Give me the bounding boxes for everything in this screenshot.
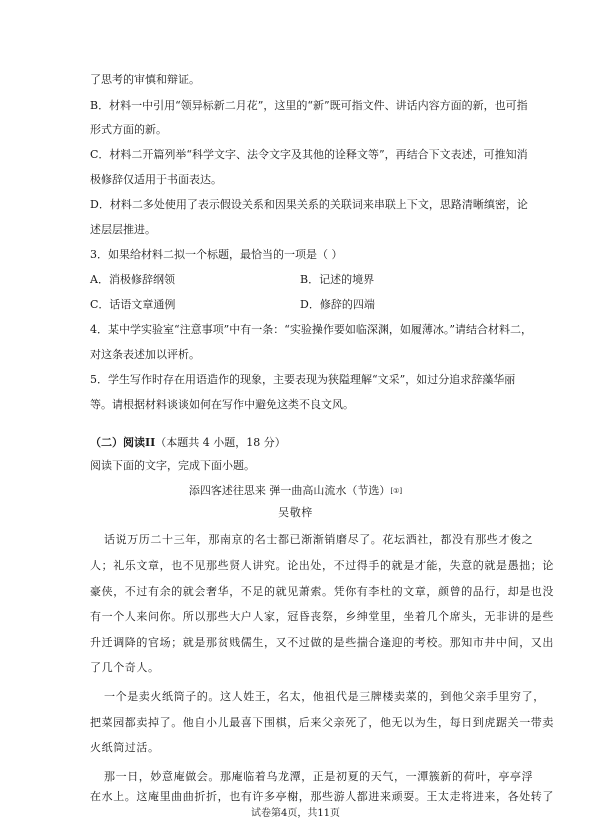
passage-title-text: 添四客述往思来 弹一曲高山流水（节选）: [188, 484, 391, 497]
option-c: C．话语文章通例: [90, 298, 176, 311]
text-line: 等。请根据材料谈谈如何在写作中避免这类不良文风。: [90, 398, 354, 411]
option-d: D．修辞的四端: [300, 298, 375, 311]
passage-line: 豪侠，不过有余的就会奢华，不足的就见萧索。凭你有李杜的文章，颜曾的品行，却是也没: [90, 585, 554, 598]
section-heading-bold: （二）阅读II: [90, 436, 156, 449]
passage-line: 把菜园都卖掉了。他自小儿最喜下围棋，后来父亲死了，他无以为生，每日到虎踞关一带卖: [90, 716, 554, 729]
passage-line: 话说万历二十三年，那南京的名士都已渐渐销磨尽了。花坛酒社，都没有那些才俊之: [104, 533, 534, 546]
option-c-line: C．材料二开篇列举“科学文字、法令文字及其他的诠释文等”，再结合下文表述，可推知消: [90, 148, 528, 161]
text-line: 述层层推进。: [90, 223, 156, 236]
text-line: 了思考的审慎和辩证。: [90, 73, 200, 86]
text-line: 极修辞仅适用于书面表达。: [90, 173, 222, 186]
option-b: B．记述的境界: [300, 273, 375, 286]
option-d-line: D．材料二多处使用了表示假设关系和因果关系的关联词来串联上下文，思路清晰缜密，论: [90, 198, 528, 211]
page-footer: 试卷第4页，共11页: [250, 808, 341, 819]
passage-line: 一个是卖火纸筒子的。这人姓王，名太，他祖代是三牌楼卖菜的，到他父亲手里穷了，: [104, 690, 545, 703]
question-4: 4．某中学实验室“注意事项”中有一条：“实验操作要如临深渊，如履薄冰。”请结合材料二，: [90, 323, 532, 336]
passage-line: 那一日，妙意庵做会。那庵临着乌龙潭，正是初夏的天气，一潭簇新的荷叶，亭亭浮: [104, 770, 534, 783]
passage-author: 吴敬梓: [278, 506, 313, 519]
passage-line: 火纸筒过活。: [90, 741, 160, 754]
passage-line: 在水上。这庵里曲曲折折，也有许多亭榭，那些游人都进来顽耍。王太走将进来，各处转了: [90, 790, 554, 803]
passage-title: [0, 484, 591, 498]
option-b-line: B．材料一中引用“领异标新二月花”，这里的“新”既可指文件、讲话内容方面的新，也可指: [90, 99, 528, 112]
section-heading-rest: （本题共 4 小题，18 分）: [155, 436, 286, 449]
section-instruction: 阅读下面的文字，完成下面小题。: [90, 459, 255, 472]
text-line: 对这条表述加以评析。: [90, 348, 200, 361]
section-heading: [90, 436, 286, 450]
passage-line: 有一个人来问你。所以那些大户人家，冠昏丧祭，乡绅堂里，坐着几个席头，无非讲的是些: [90, 610, 554, 623]
option-a: A．消极修辞纲领: [90, 273, 175, 286]
passage-line: 人；礼乐文章，也不见那些贤人讲究。论出处，不过得手的就是才能，失意的就是愚拙；论: [90, 559, 554, 572]
question-5: 5．学生写作时存在用语造作的现象，主要表现为狭隘理解“文采”，如过分追求辞藻华丽: [90, 373, 516, 386]
passage-line: 升迁调降的官场；就是那贫贱儒生，又不过做的是些揣合逢迎的考校。那知市井中间，又出: [90, 636, 554, 649]
text-line: 形式方面的新。: [90, 123, 167, 136]
footnote-ref: [①]: [390, 487, 403, 495]
question-3: 3．如果给材料二拟一个标题，最恰当的一项是（ ）: [90, 248, 343, 261]
passage-line: 了几个奇人。: [90, 661, 160, 674]
